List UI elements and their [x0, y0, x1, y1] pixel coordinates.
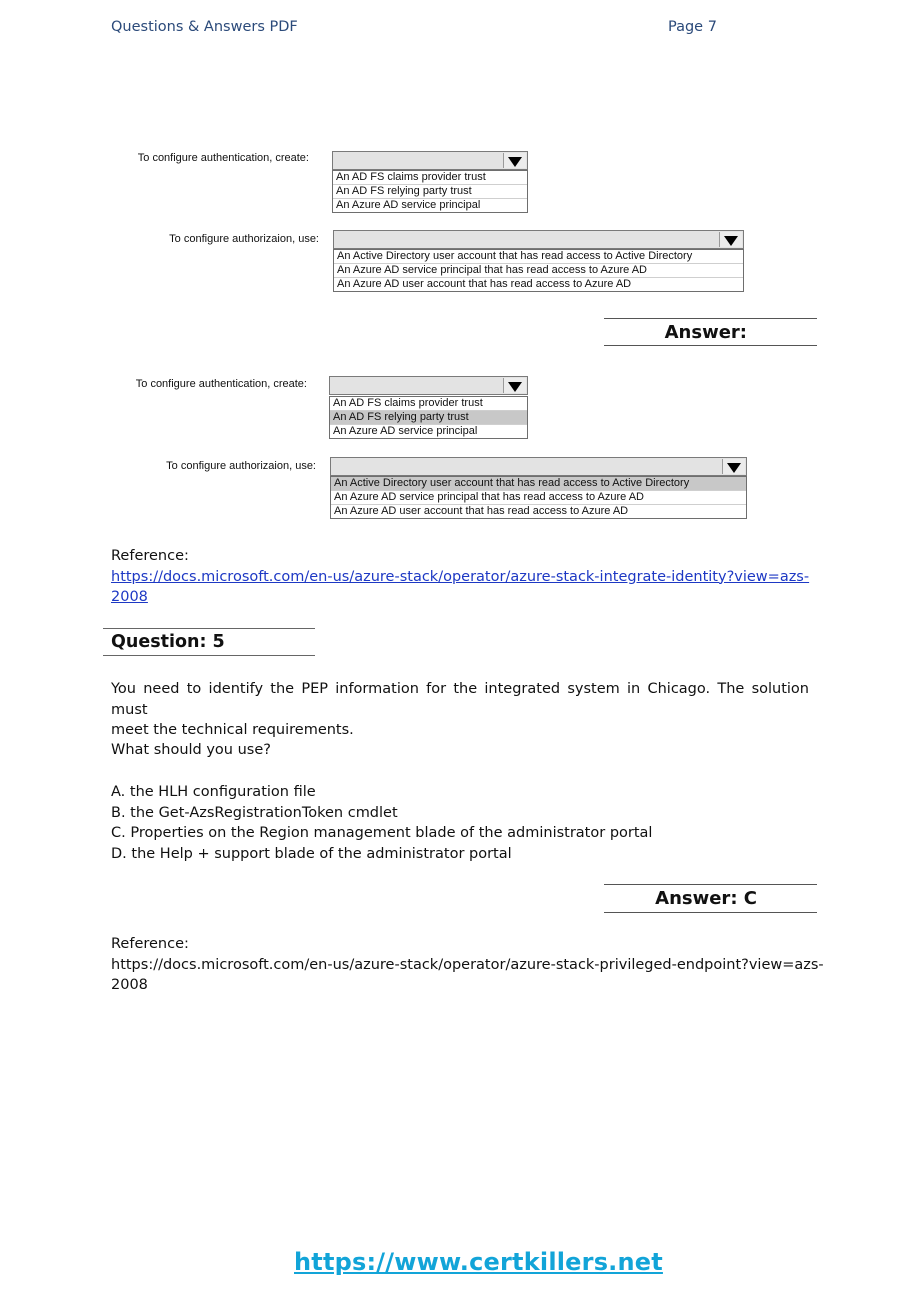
reference-block: [111, 934, 824, 996]
reference-url-continued: 2008: [111, 977, 148, 993]
list-item[interactable]: An AD FS relying party trust: [333, 185, 527, 199]
list-item[interactable]: An AD FS claims provider trust: [330, 397, 527, 411]
auth-option-list: [332, 170, 528, 213]
list-item[interactable]: An Azure AD service principal: [336, 199, 481, 211]
question-text-line: You need to identify the PEP information for the integrated system in Chicago. The solution must: [111, 681, 809, 718]
auth-dropdown[interactable]: [332, 151, 528, 170]
auth-option-list: [329, 396, 528, 439]
chevron-down-icon: [503, 378, 526, 393]
question-title: Question: 5: [103, 628, 315, 656]
option-d: D. the Help + support blade of the administrator portal: [111, 845, 512, 862]
question-text-line: meet the technical requirements.: [111, 722, 354, 738]
reference-link-continued[interactable]: 2008: [111, 589, 148, 605]
reference-label: Reference:: [111, 936, 189, 952]
auth-label: To configure authentication, create:: [135, 378, 307, 390]
authz-dropdown[interactable]: [330, 457, 747, 476]
list-item[interactable]: An Azure AD service principal that has read access to Azure AD: [331, 491, 746, 505]
chevron-down-icon: [719, 232, 742, 247]
option-b: B. the Get-AzsRegistrationToken cmdlet: [111, 804, 398, 821]
authz-label: To configure authorizaion, use:: [169, 233, 319, 245]
answer-options: [111, 782, 652, 864]
authz-dropdown[interactable]: [333, 230, 744, 249]
list-item[interactable]: An AD FS claims provider trust: [333, 171, 527, 185]
chevron-down-icon: [503, 153, 526, 168]
chevron-down-icon: [722, 459, 745, 474]
page-number: Page 7: [668, 19, 717, 35]
option-c: C. Properties on the Region management blade of the administrator portal: [111, 825, 653, 841]
authz-label: To configure authorizaion, use:: [166, 460, 316, 472]
reference-url: https://docs.microsoft.com/en-us/azure-stack/operator/azure-stack-privileged-endpoint?view=azs-: [111, 956, 824, 973]
answer-label: Answer: C: [604, 884, 817, 913]
auth-dropdown[interactable]: [329, 376, 528, 395]
option-a: A. the HLH configuration file: [111, 784, 316, 800]
list-item[interactable]: An Azure AD user account that has read access to Azure AD: [334, 505, 629, 517]
header-title: Questions & Answers PDF: [111, 19, 298, 35]
question-prompt: What should you use?: [111, 742, 271, 758]
reference-label: Reference:: [111, 548, 189, 564]
authz-option-list: [333, 249, 744, 292]
list-item[interactable]: An Azure AD service principal: [333, 425, 478, 437]
answer-label: Answer:: [604, 318, 817, 346]
reference-link[interactable]: https://docs.microsoft.com/en-us/azure-stack/operator/azure-stack-integrate-identity?view=azs-: [111, 568, 810, 585]
selected-list-item[interactable]: An Active Directory user account that has read access to Active Directory: [331, 477, 746, 491]
reference-block: [111, 546, 809, 608]
selected-list-item[interactable]: An AD FS relying party trust: [330, 411, 527, 425]
footer-link[interactable]: https://www.certkillers.net: [294, 1248, 663, 1276]
list-item[interactable]: An Azure AD service principal that has read access to Azure AD: [334, 264, 743, 278]
authz-option-list: [330, 476, 747, 519]
question-body: [111, 679, 809, 741]
list-item[interactable]: An Azure AD user account that has read access to Azure AD: [337, 278, 632, 290]
auth-label: To configure authentication, create:: [137, 152, 309, 164]
list-item[interactable]: An Active Directory user account that has read access to Active Directory: [334, 250, 743, 264]
